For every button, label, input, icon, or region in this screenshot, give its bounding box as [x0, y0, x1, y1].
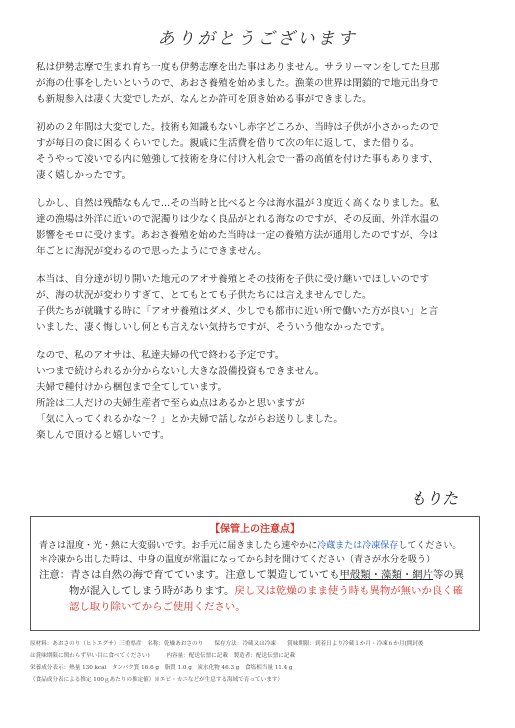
storage-text: 青さは湿度・光・熱に大変弱いです。お手元に届きましたら速やかに — [39, 541, 318, 551]
footer-line: は賞味期限に関わらず早い目に食べてください) 内容量：配送伝票に記載 製造者：配送伝票に記載 — [30, 653, 296, 659]
letter-line: が海の仕事をしたいというので、あおさ養殖を始めました。漁業の世界は閉鎖的で地元出身で — [36, 78, 439, 89]
letter-line: 子供たちが就職する時に「アオサ養殖はダメ、少しでも都市に近い所で働いた方が良い」と言 — [36, 306, 439, 317]
footer-line: （食品成分表による推定 100ｇあたりの推定値）※エビ・カニなどが生息する海域で育っています） — [30, 677, 283, 683]
letter-line: 私は伊勢志摩で生まれ育ち一度も伊勢志摩を出た事はありません。サラリーマンをしてた旦那 — [36, 62, 440, 73]
letter-line: 凄く嬉しかったです。 — [36, 170, 132, 181]
letter-line: 「気に入ってくれるかな～？」とか夫婦で話しながらお送りしました。 — [36, 414, 343, 425]
caution-red-text: 戻し又は乾燥のまま使う時も異物が無いか良く確 — [234, 585, 464, 597]
letter-paragraph-2 — [36, 120, 481, 184]
letter-line: そうやって凌いでる内に勉強して技術を身に付け入札会で一番の高値を付けた事もあります、 — [36, 154, 439, 165]
caution-underlined: 甲殻類・藻類・網片 — [339, 569, 434, 581]
letter-line: 夫婦で種付けから梱包まで全てしています。 — [36, 382, 228, 393]
letter-line: しかし、自然は残酷なもんで…その当時と比べると今は海水温が３度近く高くなりました。私 — [36, 198, 439, 209]
letter-line: 本当は、自分達が切り開いた地元のアオサ養殖とその技術を子供に受け継いでほしいのです — [36, 274, 430, 285]
letter-body — [36, 60, 481, 456]
letter-line: 初めの２年間は大変でした。技術も知識もないし赤字どころか、当時は子供が小さかったので — [36, 122, 439, 133]
product-info-footer — [30, 638, 485, 686]
letter-line: が、海の状況が変わりすぎて、とてもとても子供たちには言えませんでした。 — [36, 290, 372, 301]
letter-paragraph-5 — [36, 348, 481, 444]
page-title: ありがとうございます — [157, 29, 358, 49]
caution-text: 注意：青さは自然の海で育てています。注意して製造していても — [39, 569, 340, 581]
letter-line: 達の漁場は外洋に近いので泥濁りは少なく良品がとれる海なのですが、その反面、外洋水温の — [36, 214, 439, 225]
letter-line: なので、私のアオサは、私達夫婦の代で終わる予定です。 — [36, 350, 285, 361]
caution-text-end: 等の異 — [433, 569, 465, 581]
freezer-instruction: ＊冷凍から出した時は、中身の温度が常温になってから封を開けてください（青さが水分を吸う） — [39, 555, 436, 565]
caution-line-2 — [39, 583, 471, 599]
caution-line-1 — [39, 567, 471, 583]
letter-line: 年ごとに海況が変わるので思ったようにできません。 — [36, 246, 267, 257]
caution-line-3: 認し取り除いてからご使用ください。 — [69, 601, 246, 613]
footer-line: 栄養成分表示：熱量 130 kcal タンパク質 16.6 g 脂質 1.0 g 炭水化物 46.3 g 食塩相当量 11.4 g — [30, 665, 293, 671]
letter-paragraph-4 — [36, 272, 481, 336]
storage-notice-box — [30, 516, 480, 631]
letter-line: 影響をモロに受けます。あおさ養殖を始めた当時は一定の養殖方法が通用したのですが、今は — [36, 230, 439, 241]
storage-instruction — [39, 539, 471, 553]
letter-paragraph-3 — [36, 196, 481, 260]
letter-line: いました、凄く悔しいし何とも言えない気持ちですが、そういう他なかったです。 — [36, 322, 391, 333]
letter-paragraph-1 — [36, 60, 481, 108]
notice-title: 【保管上の注意点】 — [210, 524, 300, 535]
caution-text-2: 物が混入してしまう時があります。 — [69, 585, 235, 597]
letter-line: 楽しんで頂けると嬉しいです。 — [36, 430, 170, 441]
letter-line: すが毎日の食に困るくらいでした。親戚に生活費を借りて次の年に返して、また借りる。 — [36, 138, 420, 149]
storage-text-end: してください。 — [398, 541, 462, 551]
letter-line: も新規参入は凄く大変でしたが、なんとか許可を頂き始める事ができました。 — [36, 94, 372, 105]
caution-block — [39, 567, 471, 615]
footer-line: 原材料：あおさのり（ヒトエグサ）三重県産 名称：乾燥あおさのり 保存方法：冷蔵又は冷凍 賞味期限：到着日より冷蔵１か月・冷凍６か月(開封後 — [30, 641, 424, 647]
signature: もりた — [410, 489, 459, 508]
storage-highlight: 冷蔵または冷凍保存 — [317, 541, 399, 551]
letter-line: いつまで続けられるか分からないし大きな設備投資もできません。 — [36, 366, 325, 377]
letter-line: 所詮は二人だけの夫婦生産者で至らぬ点はあるかと思いますが — [36, 398, 305, 409]
